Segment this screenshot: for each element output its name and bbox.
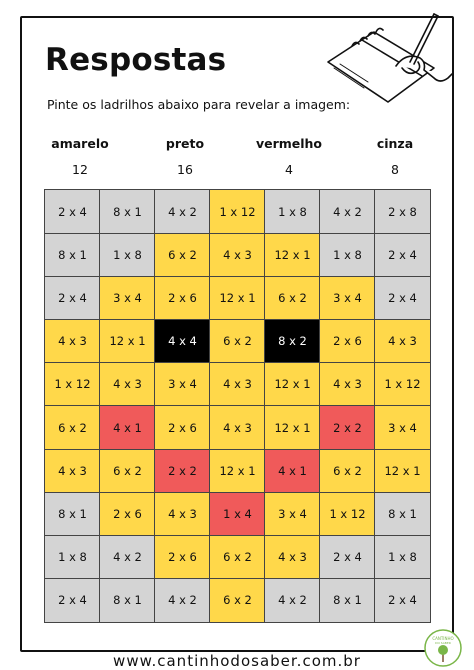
tile-r10-c3: 4 x 2 [154, 578, 210, 622]
tile-r6-c5: 12 x 1 [264, 405, 320, 449]
tile-r3-c7: 2 x 4 [374, 276, 430, 320]
tile-r8-c3: 4 x 3 [154, 492, 210, 536]
tile-r7-c7: 12 x 1 [374, 449, 430, 493]
tile-r6-c7: 3 x 4 [374, 405, 430, 449]
tile-r9-c1: 1 x 8 [44, 535, 100, 579]
legend-number-yellow: 12 [72, 162, 88, 177]
tile-r4-c4: 6 x 2 [209, 319, 265, 363]
tile-r8-c5: 3 x 4 [264, 492, 320, 536]
tile-r2-c2: 1 x 8 [99, 233, 155, 277]
tile-r4-c2: 12 x 1 [99, 319, 155, 363]
tile-r7-c4: 12 x 1 [209, 449, 265, 493]
tile-r7-c1: 4 x 3 [44, 449, 100, 493]
cantinho-do-saber-logo [421, 628, 465, 668]
legend-color-yellow: amarelo [51, 136, 109, 151]
tile-r5-c3: 3 x 4 [154, 362, 210, 406]
legend-color-gray: cinza [376, 136, 414, 151]
legend-number-black: 16 [177, 162, 193, 177]
legend-color-black: preto [165, 136, 205, 151]
tile-r5-c5: 12 x 1 [264, 362, 320, 406]
tile-r2-c3: 6 x 2 [154, 233, 210, 277]
tile-r2-c4: 4 x 3 [209, 233, 265, 277]
tile-r10-c6: 8 x 1 [319, 578, 375, 622]
tile-r5-c1: 1 x 12 [44, 362, 100, 406]
tile-r9-c7: 1 x 8 [374, 535, 430, 579]
tile-r1-c4: 1 x 12 [209, 189, 265, 233]
tile-r5-c2: 4 x 3 [99, 362, 155, 406]
tile-r2-c1: 8 x 1 [44, 233, 100, 277]
instructions-text: Pinte os ladrilhos abaixo para revelar a imagem: [47, 97, 351, 112]
tile-r10-c1: 2 x 4 [44, 578, 100, 622]
tile-r10-c4: 6 x 2 [209, 578, 265, 622]
footer-url: www.cantinhodosaber.com.br [113, 652, 361, 670]
logo-text-line1: CANTINHO [432, 636, 454, 641]
tile-r2-c7: 2 x 4 [374, 233, 430, 277]
tile-r1-c1: 2 x 4 [44, 189, 100, 233]
tile-r1-c3: 4 x 2 [154, 189, 210, 233]
tile-r6-c6: 2 x 2 [319, 405, 375, 449]
tile-r2-c6: 1 x 8 [319, 233, 375, 277]
tile-r4-c7: 4 x 3 [374, 319, 430, 363]
tile-r8-c7: 8 x 1 [374, 492, 430, 536]
tile-r9-c4: 6 x 2 [209, 535, 265, 579]
tile-r9-c5: 4 x 3 [264, 535, 320, 579]
tile-r1-c5: 1 x 8 [264, 189, 320, 233]
tile-r6-c4: 4 x 3 [209, 405, 265, 449]
tile-r8-c6: 1 x 12 [319, 492, 375, 536]
tile-r3-c6: 3 x 4 [319, 276, 375, 320]
tile-r4-c1: 4 x 3 [44, 319, 100, 363]
tile-r9-c6: 2 x 4 [319, 535, 375, 579]
tile-r4-c3: 4 x 4 [154, 319, 210, 363]
tile-r4-c5: 8 x 2 [264, 319, 320, 363]
tile-r4-c6: 2 x 6 [319, 319, 375, 363]
tile-r3-c1: 2 x 4 [44, 276, 100, 320]
tile-r6-c3: 2 x 6 [154, 405, 210, 449]
tile-r3-c5: 6 x 2 [264, 276, 320, 320]
logo-text-line2: DO SABER [435, 641, 451, 645]
tile-r5-c6: 4 x 3 [319, 362, 375, 406]
tile-r7-c3: 2 x 2 [154, 449, 210, 493]
legend-number-red: 4 [285, 162, 293, 177]
tile-r3-c4: 12 x 1 [209, 276, 265, 320]
tile-r6-c2: 4 x 1 [99, 405, 155, 449]
tile-r1-c7: 2 x 8 [374, 189, 430, 233]
tile-r2-c5: 12 x 1 [264, 233, 320, 277]
tile-r1-c2: 8 x 1 [99, 189, 155, 233]
tile-grid [45, 190, 430, 622]
tile-r9-c2: 4 x 2 [99, 535, 155, 579]
tile-r9-c3: 2 x 6 [154, 535, 210, 579]
tile-r10-c5: 4 x 2 [264, 578, 320, 622]
page-title: Respostas [45, 42, 227, 78]
tile-r7-c6: 6 x 2 [319, 449, 375, 493]
legend-color-red: vermelho [255, 136, 323, 151]
tile-r5-c7: 1 x 12 [374, 362, 430, 406]
tile-r8-c4: 1 x 4 [209, 492, 265, 536]
legend-number-gray: 8 [391, 162, 399, 177]
tile-r8-c1: 8 x 1 [44, 492, 100, 536]
tile-r10-c2: 8 x 1 [99, 578, 155, 622]
tile-r10-c7: 2 x 4 [374, 578, 430, 622]
tile-r5-c4: 4 x 3 [209, 362, 265, 406]
tile-r3-c2: 3 x 4 [99, 276, 155, 320]
tile-r1-c6: 4 x 2 [319, 189, 375, 233]
tile-r6-c1: 6 x 2 [44, 405, 100, 449]
tile-r8-c2: 2 x 6 [99, 492, 155, 536]
tile-r7-c2: 6 x 2 [99, 449, 155, 493]
tile-r7-c5: 4 x 1 [264, 449, 320, 493]
tile-r3-c3: 2 x 6 [154, 276, 210, 320]
